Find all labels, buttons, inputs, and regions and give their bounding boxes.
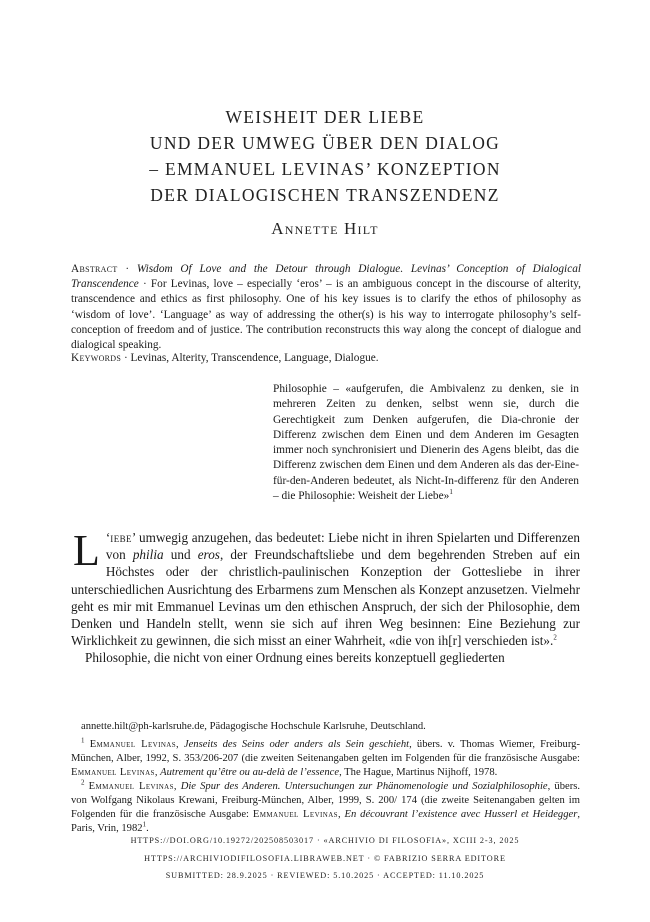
title-line-4: DER DIALOGISCHEN TRANSZENDENZ <box>150 185 500 205</box>
abstract-label: Abstract <box>71 263 118 275</box>
abstract-english-title: Wisdom Of Love and the Detour through Dialogue. Levinas’ Conception of Dialogical Transcendence <box>71 263 581 291</box>
keywords-text: · Levinas, Alterity, Transcendence, Language, Dialogue. <box>121 352 379 364</box>
citation-text: , übers. von Wolfgang Nikolaus Krewani, Freiburg-München, Alber, 1999, S. 200/ 174 (die zweite Seitenangaben gelten im Folgenden für die französische Ausgabe: <box>71 781 580 820</box>
cited-title: Autrement qu’être ou au-delà de l’essence <box>160 767 340 778</box>
footnote-ref-2[interactable]: 2 <box>553 633 557 642</box>
footnote-2: $^2$ Emmanuel Levinas, Die Spur des Anderen. Untersuchungen zur Phänomenologie und Sozialphilosophie, übers. von Wolfgang Nikolaus Krewani, Freiburg-München, Alber, 1999, S. 200/ 174 (die zweite Seitenangaben gelten im Folgenden für die französische Ausgabe: Emmanuel Levinas, En découvrant l’existence avec Husserl et Heidegger, Paris, Vrin, 1982$^1$. <box>71 778 580 834</box>
article-title <box>60 104 590 208</box>
drop-cap: L <box>73 526 100 575</box>
journal-info <box>0 832 650 885</box>
closing-quote: ’ <box>131 530 136 545</box>
cited-author: Emmanuel Levinas <box>71 767 155 778</box>
title-line-1: WEISHEIT DER LIEBE <box>225 107 425 127</box>
opening-quote: ‘ <box>105 530 111 545</box>
opening-word: iebe <box>110 530 132 545</box>
cited-author: Emmanuel Levinas <box>89 739 177 750</box>
body-text <box>71 526 580 667</box>
citation-text: , Paris, Vrin, 1982 <box>71 809 580 834</box>
footnote-ref-1[interactable]: 1 <box>449 488 453 497</box>
footnote-number-1: 1 <box>81 736 85 745</box>
term-philia: philia <box>132 547 164 563</box>
dates-line: SUBMITTED: 28.9.2025 · REVIEWED: 5.10.2025 · ACCEPTED: 11.10.2025 <box>165 871 485 880</box>
citation-text: , übers. v. Thomas Wiemer, Freiburg-München, Alber, 1992, S. 353/206-207 (die zweiten Seitenangaben gelten im Folgenden für die französische Ausgabe: <box>71 739 580 764</box>
body-text-segment: umwegig anzugehen, das bedeutet: Liebe nicht in ihren Spielarten und Differenzen von <box>105 530 580 563</box>
doi-line[interactable]: HTTPS://DOI.ORG/10.19272/202508503017 · «ARCHIVIO DI FILOSOFIA», XCIII 2-3, 2025 <box>130 836 520 845</box>
term-eros: eros <box>197 547 220 563</box>
epigraph-quote <box>273 382 579 504</box>
abstract-text: · For Levinas, love – especially ‘eros’ – is an ambiguous concept in the discourse of alterity, transcendence and ethics as first philosophy. One of his key issues is to clarify the ethos of philosophy as ‘wisdom of love’. ‘Language’ as way of addressing the other(s) is his way to interrogate philosophy’s self-conception of freedom and of justice. The contribution reconstructs this way along the concept of dialogue and dialogical speaking. <box>71 278 581 352</box>
keywords-label: Keywords <box>71 352 122 364</box>
cited-title: Die Spur des Anderen. Untersuchungen zur Phänomenologie und Sozialphilosophie <box>180 781 548 792</box>
title-line-2: UND DER UMWEG ÜBER DEN DIALOG <box>149 133 501 153</box>
footnote-ref[interactable]: 1 <box>142 820 147 829</box>
keywords <box>71 351 581 366</box>
cited-title: Jenseits des Seins oder anders als Sein geschieht <box>183 739 410 750</box>
footnote-1: $^1$ Emmanuel Levinas, Jenseits des Seins oder anders als Sein geschieht, übers. v. Thomas Wiemer, Freiburg-München, Alber, 1992, S. 353/206-207 (die zweiten Seitenangaben gelten im Folgenden für die französische Ausgabe: Emmanuel Levinas, Autrement qu’être ou au-delà de l’essence, The Hague, Martinus Nijhoff, 1978. <box>71 736 580 778</box>
body-text-segment: und <box>163 547 198 563</box>
cited-title: En découvrant l’existence avec Husserl et Heidegger <box>344 809 578 820</box>
abstract <box>71 262 581 353</box>
citation-end: . <box>146 823 149 834</box>
title-line-3: – EMMANUEL LEVINAS’ KONZEPTION <box>149 159 501 179</box>
body-text-segment: , der Freundschaftsliebe und dem begehrenden Streben auf ein Höchstes oder der christlich-paulinischen Konzeption der Gottesliebe in ihrer unterschiedlichen Ausrichtung des Erbarmens zum Menschen als Konzept anzusetzen. Vielmehr geht es mir mit Emmanuel Levinas um den ethischen Anspruch, der sich der Philosophie, dem Denken und Handeln stellt, wenn sie sich auf ihren Weg besinnen: Eine Beziehung zur Wirklichkeit zu gewinnen, die sich misst an einer Wahrheit, «die von ih[r] verschieden ist». <box>71 547 580 649</box>
citation-text: , The Hague, Martinus Nijhoff, 1978. <box>339 767 498 778</box>
cited-author: Emmanuel Levinas <box>252 809 338 820</box>
abstract-separator: · <box>117 263 137 275</box>
cited-author: Emmanuel Levinas <box>88 781 174 792</box>
footnotes <box>71 720 580 836</box>
author-name: Annette Hilt <box>271 219 379 238</box>
epigraph-text: Philosophie – «aufgerufen, die Ambivalenz zu denken, sie in mehreren Zeiten zu denken, selbst wenn sie, durch die Gerechtigkeit zum Denken aufgerufen, die Dia-chronie der Differenz zwischen dem Einen und dem Anderen im Gesagten immer noch synchronisiert und Dienerin des Agens bleibt, das die Differenz zwischen dem Einen und dem Anderen als das der-Eine-für-den-Anderen bedeutet, als Nicht-In-differenz für den Anderen – die Philosophie: Weisheit der Liebe» <box>273 383 579 503</box>
body-paragraph-1 <box>71 526 580 649</box>
footnote-number-2: 2 <box>81 778 85 787</box>
website-line[interactable]: HTTPS://ARCHIVIODIFILOSOFIA.LIBRAWEB.NET · © FABRIZIO SERRA EDITORE <box>144 853 506 863</box>
body-paragraph-2: Philosophie, die nicht von einer Ordnung eines bereits konzeptuell gegliederten <box>85 650 505 666</box>
author-affiliation: annette.hilt@ph-karlsruhe.de, Pädagogische Hochschule Karlsruhe, Deutschland. <box>81 721 426 732</box>
